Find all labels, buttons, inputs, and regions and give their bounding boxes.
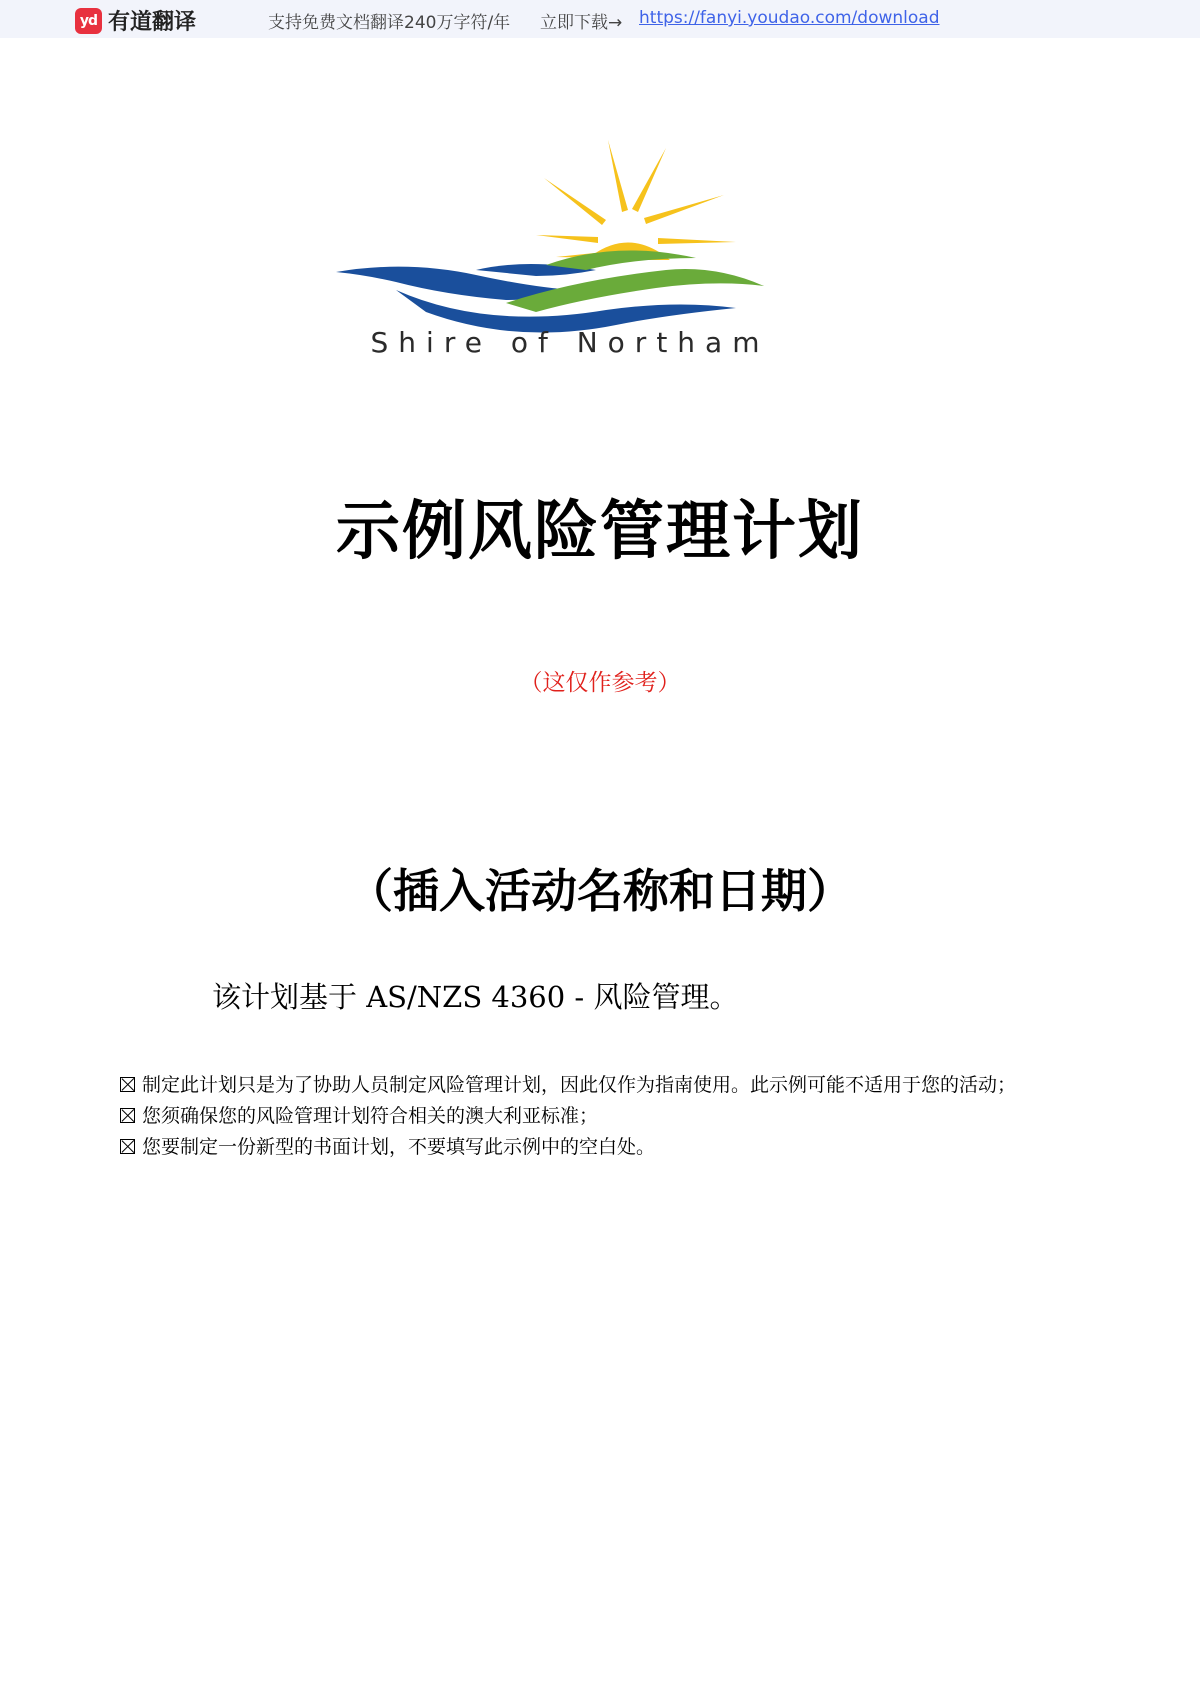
brand-name: 有道翻译 [108, 10, 197, 35]
document-title: 示例风险管理计划 [336, 494, 864, 569]
guidance-list [120, 1070, 1060, 1163]
youdao-logo-icon: yd [75, 8, 102, 34]
standard-basis: 该计划基于 AS/NZS 4360 - 风险管理。 [212, 980, 739, 1014]
youdao-brand[interactable] [75, 5, 196, 36]
promo-text: 支持免费文档翻译240万字符/年 [268, 13, 511, 33]
translation-banner [0, 0, 1200, 38]
river-waves-icon [336, 250, 764, 332]
logo-text: Shire of Northam [370, 326, 770, 359]
list-item-text: 您要制定一份新型的书面计划，不要填写此示例中的空白处。 [142, 1136, 656, 1158]
reference-note: （这仅作参考） [519, 670, 681, 696]
list-item-text: 您须确保您的风险管理计划符合相关的澳大利亚标准； [142, 1105, 599, 1127]
download-cta: 立即下载→ [540, 13, 623, 33]
shire-of-northam-logo [336, 140, 804, 370]
sun-rays-icon [536, 140, 736, 258]
checkbox-x-icon [120, 1108, 135, 1123]
list-item [120, 1101, 1060, 1132]
download-link[interactable]: https://fanyi.youdao.com/download [639, 8, 940, 28]
list-item-text: 制定此计划只是为了协助人员制定风险管理计划，因此仅作为指南使用。此示例可能不适用于您的活动； [142, 1074, 1017, 1096]
list-item [120, 1070, 1060, 1101]
document-subtitle: （插入活动名称和日期） [347, 864, 853, 918]
checkbox-x-icon [120, 1139, 135, 1154]
checkbox-x-icon [120, 1077, 135, 1092]
list-item [120, 1132, 1060, 1163]
